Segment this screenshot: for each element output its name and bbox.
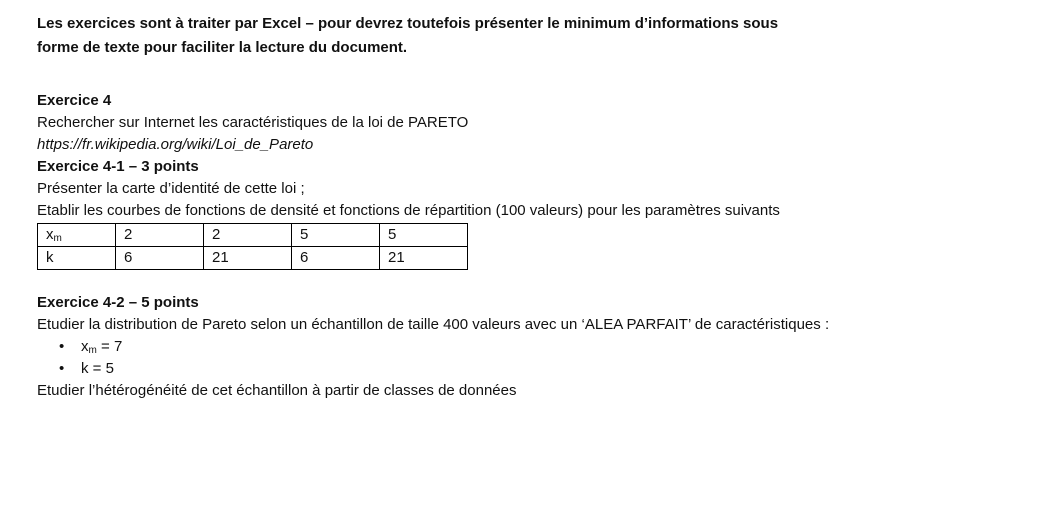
table-cell: 5 [380, 224, 468, 247]
table-cell-label-k: k [38, 247, 116, 270]
exercise-4-1-text-1: Présenter la carte d’identité de cette loi ; [37, 180, 305, 197]
table-cell: 6 [292, 247, 380, 270]
table-cell: 2 [204, 224, 292, 247]
bullet-icon: • [59, 338, 65, 355]
spacer [37, 60, 997, 90]
table-row [38, 247, 468, 270]
table-cell: 21 [204, 247, 292, 270]
intro-line-1: Les exercices sont à traiter par Excel – pour devrez toutefois présenter le minimum d’informations sous [37, 15, 779, 32]
parameter-list [37, 336, 997, 380]
exercise-4-1-text-2: Etablir les courbes de fonctions de densité et fonctions de répartition (100 valeurs) pour les paramètres suivants [37, 202, 780, 219]
intro-line-2: forme de texte pour faciliter la lecture du document. [37, 39, 408, 56]
table-cell: 2 [116, 224, 204, 247]
exercise-4-2-heading: Exercice 4-2 – 5 points [37, 294, 199, 311]
exercise-4-text: Rechercher sur Internet les caractéristiques de la loi de PARETO [37, 114, 469, 131]
table-cell: 21 [380, 247, 468, 270]
exercise-4-1-heading: Exercice 4-1 – 3 points [37, 158, 199, 175]
document [37, 12, 997, 402]
table-cell: 5 [292, 224, 380, 247]
exercise-4-2-closing: Etudier l’hétérogénéité de cet échantillon à partir de classes de données [37, 382, 517, 399]
table-cell-label-xm: $x_m$ [38, 224, 116, 247]
exercise-4-2-text: Etudier la distribution de Pareto selon un échantillon de taille 400 valeurs avec un ‘ALEA PARFAIT’ de caractéristiques : [37, 316, 830, 333]
pareto-link: https://fr.wikipedia.org/wiki/Loi_de_Pareto [37, 136, 314, 153]
table-cell: 6 [116, 247, 204, 270]
list-item: • $x_m = 7$ [59, 338, 123, 356]
list-item: • k = 5 [59, 358, 997, 380]
parameters-table [37, 223, 468, 270]
exercise-4-heading: Exercice 4 [37, 92, 112, 109]
spacer [37, 270, 997, 292]
table-row [38, 224, 468, 247]
bullet-icon: • [59, 360, 65, 377]
